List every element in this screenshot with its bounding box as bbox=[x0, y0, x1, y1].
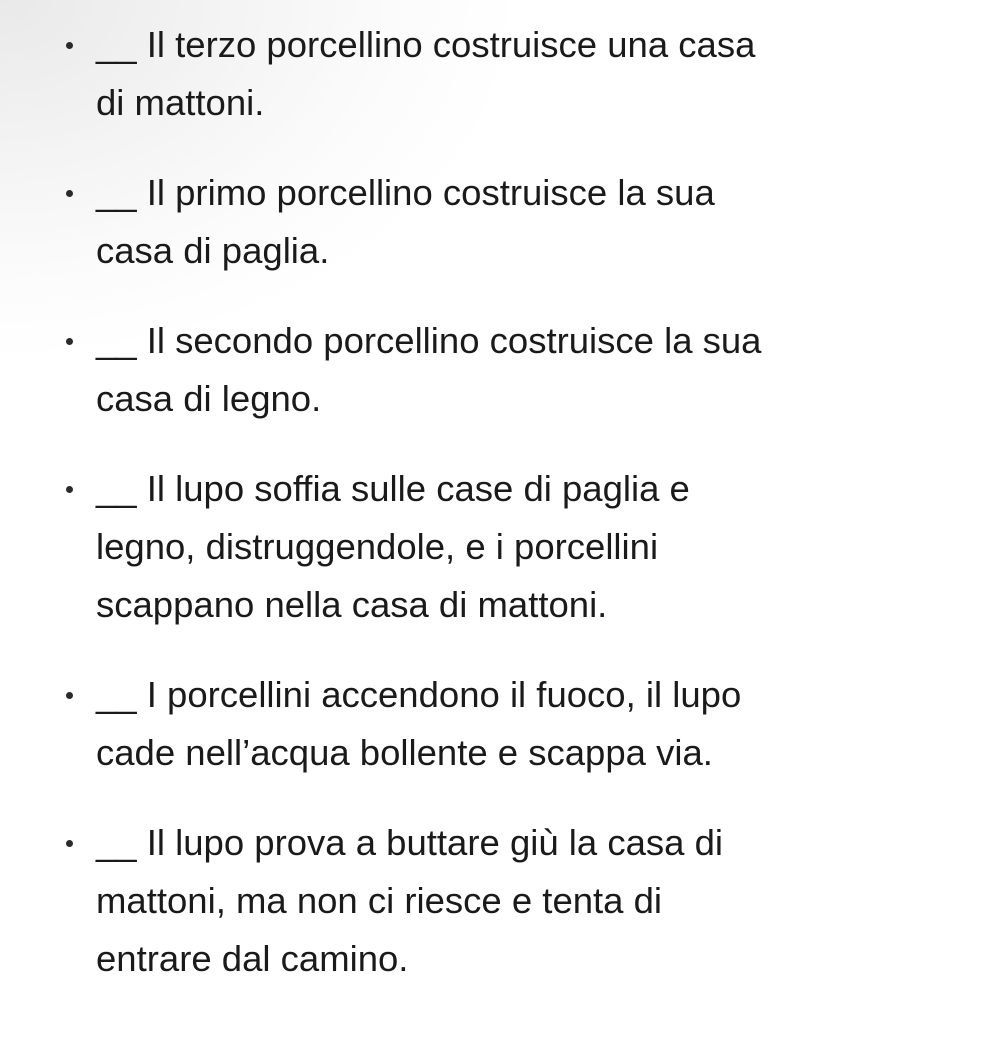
bullet-dot bbox=[66, 486, 73, 493]
bullet-dot bbox=[66, 190, 73, 197]
list-item bbox=[0, 814, 1000, 988]
text-line: legno, distruggendole, e i porcellini bbox=[96, 526, 659, 567]
text-line: __ Il terzo porcellino costruisce una casa bbox=[96, 24, 756, 65]
text-line: __ Il secondo porcellino costruisce la sua bbox=[96, 320, 762, 361]
story-sequence-list bbox=[0, 16, 1000, 1020]
list-item bbox=[0, 312, 1000, 428]
list-item-text bbox=[96, 460, 940, 634]
list-item bbox=[0, 460, 1000, 634]
text-line: __ Il primo porcellino costruisce la sua bbox=[96, 172, 715, 213]
text-line: casa di legno. bbox=[96, 378, 322, 419]
list-item bbox=[0, 164, 1000, 280]
text-line: __ Il lupo prova a buttare giù la casa di bbox=[96, 822, 723, 863]
bullet-dot bbox=[66, 42, 73, 49]
text-line: entrare dal camino. bbox=[96, 938, 409, 979]
list-item-text bbox=[96, 666, 940, 782]
list-item bbox=[0, 16, 1000, 132]
text-line: scappano nella casa di mattoni. bbox=[96, 584, 608, 625]
bullet-dot bbox=[66, 338, 73, 345]
list-item-text bbox=[96, 16, 940, 132]
text-line: casa di paglia. bbox=[96, 230, 330, 271]
text-line: __ I porcellini accendono il fuoco, il lupo bbox=[96, 674, 742, 715]
text-line: cade nell’acqua bollente e scappa via. bbox=[96, 732, 713, 773]
list-item-text bbox=[96, 814, 940, 988]
list-item-text bbox=[96, 312, 940, 428]
list-item-text bbox=[96, 164, 940, 280]
list-item bbox=[0, 666, 1000, 782]
text-line: mattoni, ma non ci riesce e tenta di bbox=[96, 880, 663, 921]
text-line: di mattoni. bbox=[96, 82, 265, 123]
text-line: __ Il lupo soffia sulle case di paglia e bbox=[96, 468, 690, 509]
bullet-dot bbox=[66, 840, 73, 847]
bullet-dot bbox=[66, 692, 73, 699]
